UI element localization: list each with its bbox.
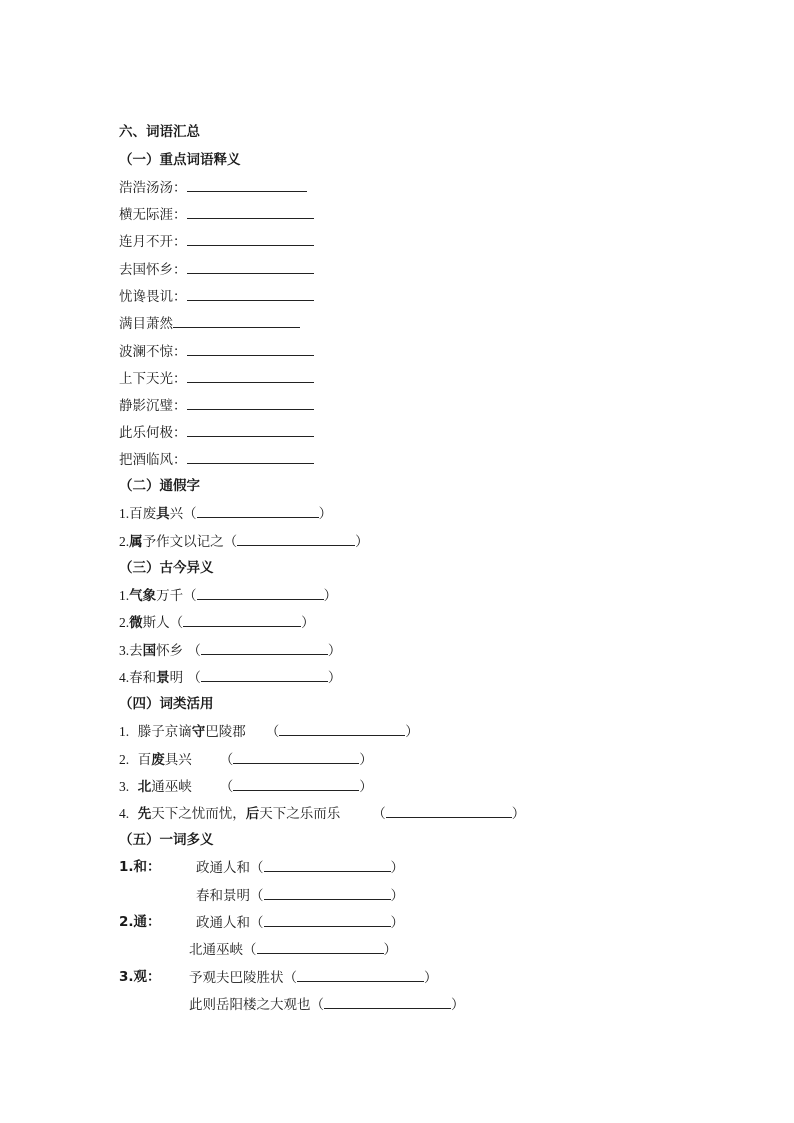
- item-text: 百: [137, 752, 152, 768]
- item-number: 1.: [119, 506, 130, 521]
- item-text: 明 （: [169, 670, 201, 686]
- vocab-item: [119, 286, 314, 306]
- tongjia-item: [119, 531, 369, 551]
- key-char: 废: [151, 752, 165, 768]
- gujin-item: [119, 612, 315, 632]
- close-paren: ）: [301, 615, 315, 631]
- open-paren: （: [219, 779, 234, 795]
- item-number: 4.: [119, 670, 130, 685]
- close-paren: ）: [390, 888, 404, 904]
- vocab-term: 波澜不惊：: [119, 344, 187, 360]
- answer-blank[interactable]: [187, 395, 314, 410]
- gujin-item: [119, 640, 341, 660]
- vocab-item: [119, 259, 314, 279]
- item-text: 天下之乐而乐: [259, 806, 341, 822]
- item-text: 怀乡 （: [156, 643, 201, 659]
- answer-blank[interactable]: [233, 776, 359, 791]
- key-char: 守: [191, 724, 206, 740]
- item-text: 巴陵郡: [205, 724, 246, 740]
- item-text: 滕子京谪: [137, 724, 192, 740]
- open-paren: （: [219, 752, 234, 768]
- close-paren: ）: [323, 588, 338, 604]
- polysemy-label: 1.和：: [119, 859, 161, 875]
- huoyong-item: [119, 721, 419, 741]
- answer-blank[interactable]: [197, 503, 319, 518]
- polysemy-label: 2.通：: [119, 914, 161, 930]
- key-char: 北: [137, 779, 152, 795]
- key-char: 具: [156, 506, 170, 522]
- vocab-term: 上下天光：: [119, 371, 187, 387]
- item-text: 北通巫峡（: [189, 942, 257, 958]
- gujin-item: [119, 585, 337, 605]
- polysemy-label: 3.观：: [119, 969, 161, 985]
- answer-blank[interactable]: [297, 967, 424, 982]
- huoyong-item: [119, 776, 373, 796]
- vocab-term: 去国怀乡：: [119, 262, 187, 278]
- item-text: 春和景明（: [196, 888, 264, 904]
- item-text: 去: [129, 643, 143, 659]
- item-number: 2.: [119, 752, 130, 767]
- item-text: 斯人（: [142, 615, 184, 631]
- polysemy-line: [189, 994, 465, 1014]
- answer-blank[interactable]: [187, 368, 314, 383]
- key-char: 属: [129, 534, 143, 550]
- vocab-item: [119, 177, 307, 197]
- vocab-term: 连月不开：: [119, 234, 187, 250]
- item-number: 2.: [119, 615, 130, 630]
- close-paren: ）: [405, 724, 419, 740]
- item-text: 具兴: [164, 752, 192, 768]
- close-paren: ）: [511, 806, 526, 822]
- part3-heading: （三）古今异义: [119, 560, 214, 576]
- item-text: 万千（: [156, 588, 197, 604]
- huoyong-item: [119, 749, 373, 769]
- vocab-item: [119, 395, 314, 415]
- item-text: 此则岳阳楼之大观也（: [189, 997, 324, 1013]
- vocab-item: [119, 313, 300, 333]
- item-number: 2.: [119, 534, 130, 549]
- polysemy-line: [189, 939, 397, 959]
- key-char: 先: [137, 806, 152, 822]
- answer-blank[interactable]: [183, 612, 301, 627]
- item-text: 春和: [129, 670, 157, 686]
- part4-heading: （四）词类活用: [119, 696, 214, 712]
- answer-blank[interactable]: [257, 939, 384, 954]
- vocab-term: 横无际涯：: [119, 207, 187, 223]
- answer-blank[interactable]: [324, 994, 451, 1009]
- close-paren: ）: [383, 942, 397, 958]
- vocab-item: [119, 231, 314, 251]
- key-char: 后: [245, 806, 260, 822]
- vocab-term: 此乐何极：: [119, 425, 187, 441]
- answer-blank[interactable]: [187, 422, 314, 437]
- open-paren: （: [372, 806, 386, 822]
- close-paren: ）: [390, 915, 404, 931]
- key-char: 景: [156, 670, 170, 686]
- key-char: 国: [142, 643, 157, 659]
- tongjia-item: [119, 503, 332, 523]
- item-text: 通巫峡: [151, 779, 192, 795]
- answer-blank[interactable]: [264, 857, 391, 872]
- part2-heading: （二）通假字: [119, 478, 200, 494]
- vocab-term: 满目萧然: [119, 316, 173, 332]
- item-text: 予观夫巴陵胜状（: [189, 970, 297, 986]
- vocab-term: 忧谗畏讥：: [119, 289, 187, 305]
- answer-blank[interactable]: [187, 231, 314, 246]
- answer-blank[interactable]: [237, 531, 355, 546]
- answer-blank[interactable]: [187, 286, 314, 301]
- vocab-item: [119, 204, 314, 224]
- item-text: 百废: [129, 506, 157, 522]
- part5-heading: （五）一词多义: [119, 832, 214, 848]
- close-paren: ）: [327, 643, 342, 659]
- item-number: 3.: [119, 779, 130, 794]
- vocab-term: 浩浩汤汤：: [119, 180, 187, 196]
- key-char: 气象: [129, 588, 157, 604]
- key-char: 微: [129, 615, 143, 631]
- close-paren: ）: [424, 970, 438, 986]
- answer-blank[interactable]: [386, 803, 512, 818]
- item-text: 政通人和（: [196, 860, 264, 876]
- close-paren: ）: [390, 860, 404, 876]
- item-number: 1.: [119, 724, 130, 739]
- item-number: 3.: [119, 643, 130, 658]
- huoyong-item: [119, 803, 525, 823]
- item-text: 予作文以记之（: [142, 534, 238, 550]
- answer-blank[interactable]: [264, 885, 391, 900]
- section-title: 六、词语汇总: [119, 124, 200, 140]
- item-number: 1.: [119, 588, 130, 603]
- close-paren: ）: [327, 670, 342, 686]
- item-number: 4.: [119, 806, 130, 821]
- polysemy-line: [196, 912, 404, 932]
- polysemy-line: [196, 885, 404, 905]
- vocab-item: [119, 449, 314, 469]
- gujin-item: [119, 667, 341, 687]
- answer-blank[interactable]: [187, 259, 314, 274]
- close-paren: ）: [451, 997, 465, 1013]
- answer-blank[interactable]: [201, 640, 328, 655]
- answer-blank[interactable]: [173, 313, 300, 328]
- open-paren: （: [265, 724, 280, 740]
- part1-heading: （一）重点词语释义: [119, 152, 241, 168]
- answer-blank[interactable]: [264, 912, 391, 927]
- polysemy-line: [196, 857, 404, 877]
- answer-blank[interactable]: [187, 204, 314, 219]
- vocab-item: [119, 341, 314, 361]
- close-paren: ）: [359, 752, 373, 768]
- answer-blank[interactable]: [187, 177, 307, 192]
- vocab-item: [119, 368, 314, 388]
- close-paren: ）: [318, 506, 333, 522]
- answer-blank[interactable]: [279, 721, 405, 736]
- item-text: 天下之忧而忧，: [151, 806, 246, 822]
- item-text: 政通人和（: [196, 915, 264, 931]
- vocab-term: 把酒临风：: [119, 452, 187, 468]
- answer-blank[interactable]: [187, 341, 314, 356]
- close-paren: ）: [355, 534, 369, 550]
- answer-blank[interactable]: [201, 667, 328, 682]
- vocab-item: [119, 422, 314, 442]
- polysemy-line: [189, 967, 438, 987]
- answer-blank[interactable]: [233, 749, 359, 764]
- answer-blank[interactable]: [197, 585, 324, 600]
- close-paren: ）: [359, 779, 373, 795]
- answer-blank[interactable]: [187, 449, 314, 464]
- vocab-term: 静影沉璧：: [119, 398, 187, 414]
- item-text: 兴（: [169, 506, 197, 522]
